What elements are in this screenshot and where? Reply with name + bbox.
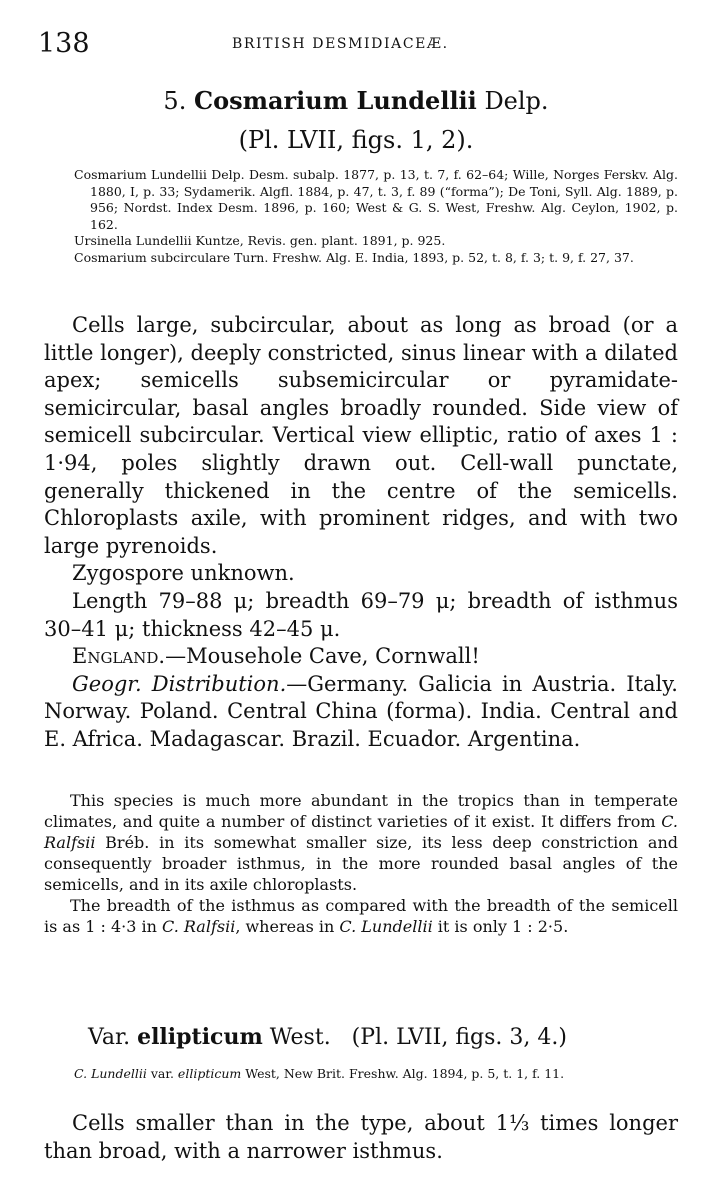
synonymy-entry: Ursinella Lundellii Kuntze, Revis. gen. plant. 1891, p. 925. (74, 233, 446, 248)
variety-description-fraction: ⅓ (508, 1111, 530, 1135)
species-author: Delp. (484, 87, 549, 115)
england-paragraph (44, 643, 678, 671)
running-head: BRITISH DESMIDIACEÆ. (232, 36, 449, 52)
species-name: Cosmarium Lundellii (193, 86, 477, 115)
page-number: 138 (38, 28, 90, 59)
zygospore-paragraph: Zygospore unknown. (72, 561, 295, 586)
note-taxon: C. Ralfsii (162, 917, 236, 936)
note-taxon: C. Lundellii (339, 917, 433, 936)
species-plate-reference: (Pl. LVII, figs. 1, 2). (238, 126, 474, 154)
synonymy-entry: Cosmarium Lundellii Delp. Desm. subalp. 1877, p. 13, t. 7, f. 62–64; Wille, Norges Ferskv. Alg. 1880, I, p. 33; Sydamerik. Algfl. 1884, p. 47, t. 3, f. 89 (“forma”); De Toni, Syll. Alg. 1889, p. 956; Nordst. Index Desm. 1896, p. 160; West & G. S. West, Freshw. Alg. Ceylon, 1902, p. 162. (74, 167, 678, 232)
variety-description-block (44, 1110, 678, 1165)
variety-prefix: Var. (88, 1025, 131, 1050)
variety-synonymy-epithet: ellipticum (177, 1066, 242, 1081)
england-text: —Mousehole Cave, Cornwall! (165, 644, 480, 669)
variety-synonymy-rank: var. (150, 1066, 174, 1081)
note-text: Bréb. in its somewhat smaller size, its less deep constriction and consequently broader isthmus, in the more rounded basal angles of the semicells, and in its axile chloroplasts. (44, 833, 678, 894)
note-text: it is only 1 : 2·5. (432, 917, 569, 936)
variety-description-text: times longer than broad, with a narrower isthmus. (44, 1111, 678, 1163)
note-text: This species is much more abundant in the tropics than in temperate climates, and quite a number of distinct varieties of it exist. It differs from (44, 791, 678, 831)
measurements-paragraph: Length 79–88 μ; breadth 69–79 μ; breadth of isthmus 30–41 μ; thickness 42–45 μ. (44, 588, 678, 641)
distribution-paragraph (44, 671, 678, 754)
species-synonymy (74, 167, 678, 266)
distribution-text: —Germany. Galicia in Austria. Italy. Norway. Poland. Central China (forma). India. Central and E. Africa. Madagascar. Brazil. Ecuador. Argentina. (44, 671, 678, 751)
variety-synonymy-citation: West, New Brit. Freshw. Alg. 1894, p. 5, t. 1, f. 11. (245, 1066, 565, 1081)
note-paragraph (44, 895, 678, 937)
synonymy-entry: Cosmarium subcirculare Turn. Freshw. Alg. E. India, 1893, p. 52, t. 8, f. 3; t. 9, f. 27, 37. (74, 249, 634, 265)
note-taxon: C. Ralfsii (44, 812, 678, 852)
description-paragraph: Cells large, subcircular, about as long as broad (or a little longer), deeply constricted, sinus linear with a dilated apex; semicells subsemicircular or pyramidate-semicircular, basal angles broadly rounded. Side view of semicell subcircular. Vertical view elliptic, ratio of axes 1 : 1·94, poles slightly drawn out. Cell-wall punctate, generally thickened in the centre of the semicells. Chloroplasts axile, with prominent ridges, and with two large pyrenoids. (44, 313, 678, 558)
species-number: 5. (163, 87, 187, 115)
england-label: England. (72, 644, 166, 669)
variety-synonymy-taxon: C. Lundellii (74, 1066, 147, 1081)
note-paragraph (44, 790, 678, 895)
variety-author: West. (269, 1025, 331, 1050)
species-notes (44, 790, 678, 937)
species-heading (0, 86, 712, 115)
species-description-block (44, 312, 678, 754)
variety-heading (88, 1024, 567, 1050)
variety-description (44, 1110, 678, 1165)
note-text: , whereas in (235, 917, 340, 936)
variety-description-text: Cells smaller than in the type, about 1 (72, 1111, 509, 1135)
distribution-label: Geogr. Distribution. (72, 671, 287, 696)
variety-plate-reference: (Pl. LVII, figs. 3, 4.) (351, 1025, 567, 1050)
variety-name: ellipticum (137, 1024, 263, 1050)
variety-synonymy (74, 1066, 678, 1083)
synonymy-entry (74, 1066, 678, 1083)
note-text: The breadth of the isthmus as compared with the breadth of the semicell is as 1 : 4·3 in (44, 896, 678, 936)
